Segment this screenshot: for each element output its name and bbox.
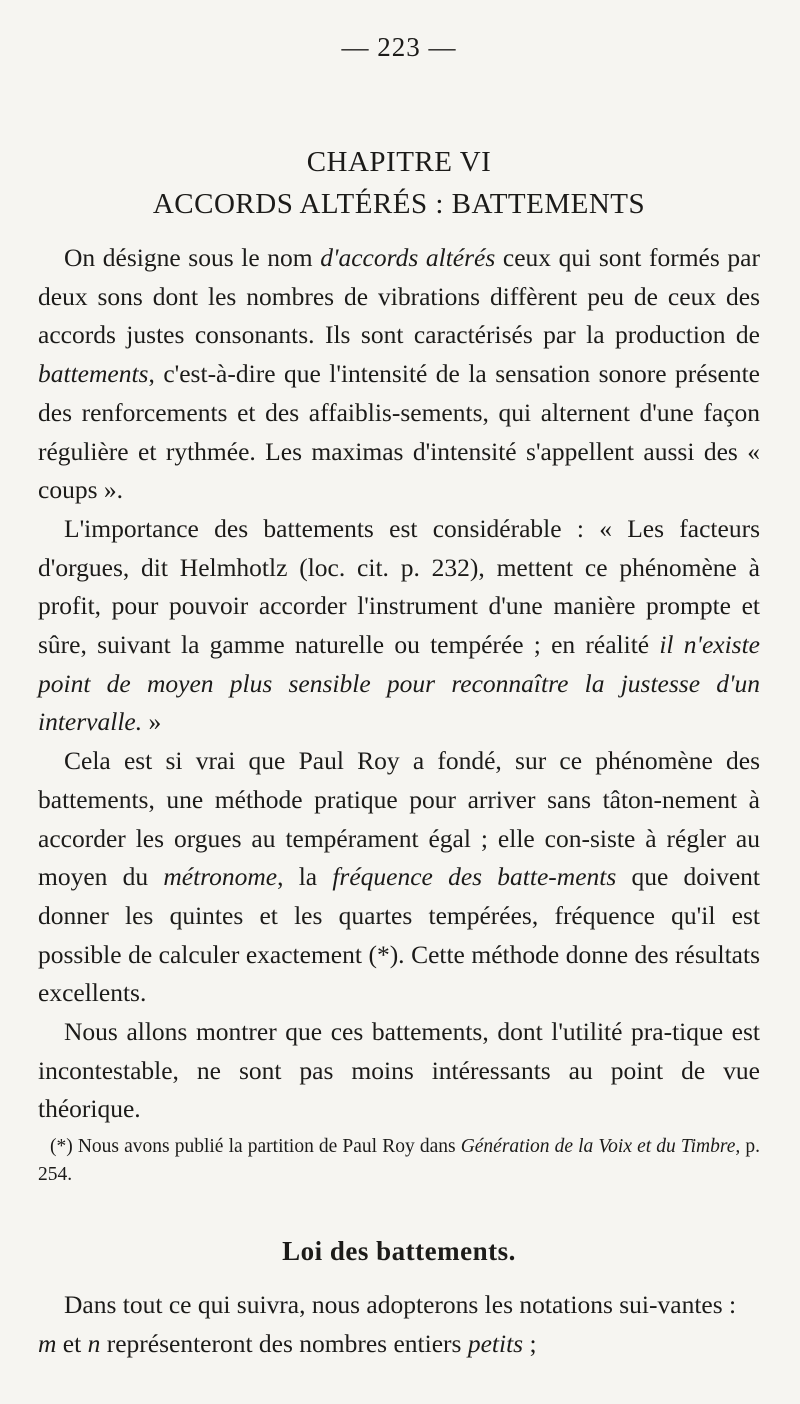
paragraph-text: représenteront des nombres entiers [100, 1328, 468, 1358]
paragraph-text: Cela est si vrai que Paul Roy a fondé, sur ce phénomène des battements, une méthode pratique pour arriver sans tâton-nement à accorder les orgues au tempérament égal ; elle con-siste à régler au moyen du [38, 746, 760, 892]
variable-n: n [87, 1328, 101, 1358]
paragraph-text: L'importance des battements est considérable : « Les facteurs d'orgues, dit Helmhotlz (loc. cit. p. 232), mettent ce phénomène à profit, pour pouvoir accorder l'instrument d'une manière prompte et sûre, suivant la gamme naturelle ou tempérée ; en réalité [38, 513, 760, 660]
emphasis-text: petits [467, 1328, 524, 1358]
variable-m: m [38, 1328, 57, 1358]
footnote-emphasis: Génération de la Voix et du Timbre, [460, 1136, 741, 1158]
footnote [38, 1133, 760, 1189]
chapter-body [38, 239, 760, 1129]
page-number: — 223 — [341, 32, 457, 62]
footnote-text: (*) Nous avons publié la partition de Paul Roy dans [50, 1136, 461, 1158]
paragraph-text: On désigne sous le nom [64, 243, 321, 272]
paragraph-theory [38, 1013, 760, 1129]
paragraph-text: » [142, 707, 162, 737]
chapter-subtitle: ACCORDS ALTÉRÉS : BATTEMENTS [152, 188, 646, 220]
paragraph-text: ceux qui sont formés par deux sons dont les nombres de vibrations diffèrent peu de ceux des accords justes consonants. Ils sont caractérisés par la production de [38, 243, 760, 350]
paragraph-text: ; [523, 1328, 537, 1358]
paragraph-text: et [56, 1328, 88, 1358]
paragraph-text: , c'est-à-dire que l'intensité de la sensation sonore présente des renforcements et des affaiblis-sements, qui alternent d'une façon régulière et rythmée. Les maximas d'intensité s'appellent aussi des « coups ». [38, 359, 760, 505]
paragraph-text: Nous allons montrer que ces battements, dont l'utilité pra-tique est incontestable, ne sont pas moins intéressants au point de vue théorique. [38, 1017, 760, 1124]
paragraph-text: Dans tout ce qui suivra, nous adopterons les notations sui-vantes : [64, 1290, 737, 1320]
footnote-text: p. 254. [38, 1136, 761, 1186]
emphasis-text: il n'existe point de moyen plus sensible pour reconnaître la justesse d'un intervalle. [38, 630, 761, 737]
section-body [38, 1286, 760, 1363]
paragraph-definition [38, 239, 760, 510]
paragraph-notation-m-n [38, 1325, 760, 1364]
chapter-title: CHAPITRE VI [306, 146, 492, 178]
paragraph-paul-roy-method [38, 742, 760, 1013]
paragraph-text: que doivent donner les quintes et les quartes tempérées, fréquence qu'il est possible de calculer exactement (*). Cette méthode donne des résultats excellents. [38, 862, 761, 1008]
emphasis-text: métronome [163, 862, 278, 892]
section-title: Loi des battements. [282, 1236, 516, 1267]
paragraph-importance [38, 510, 760, 742]
emphasis-text: battements [38, 359, 149, 389]
paragraph-notations [38, 1286, 760, 1325]
emphasis-text: fréquence des batte-ments [332, 862, 617, 892]
paragraph-text: , la [277, 862, 333, 892]
emphasis-text: d'accords altérés [320, 243, 496, 272]
